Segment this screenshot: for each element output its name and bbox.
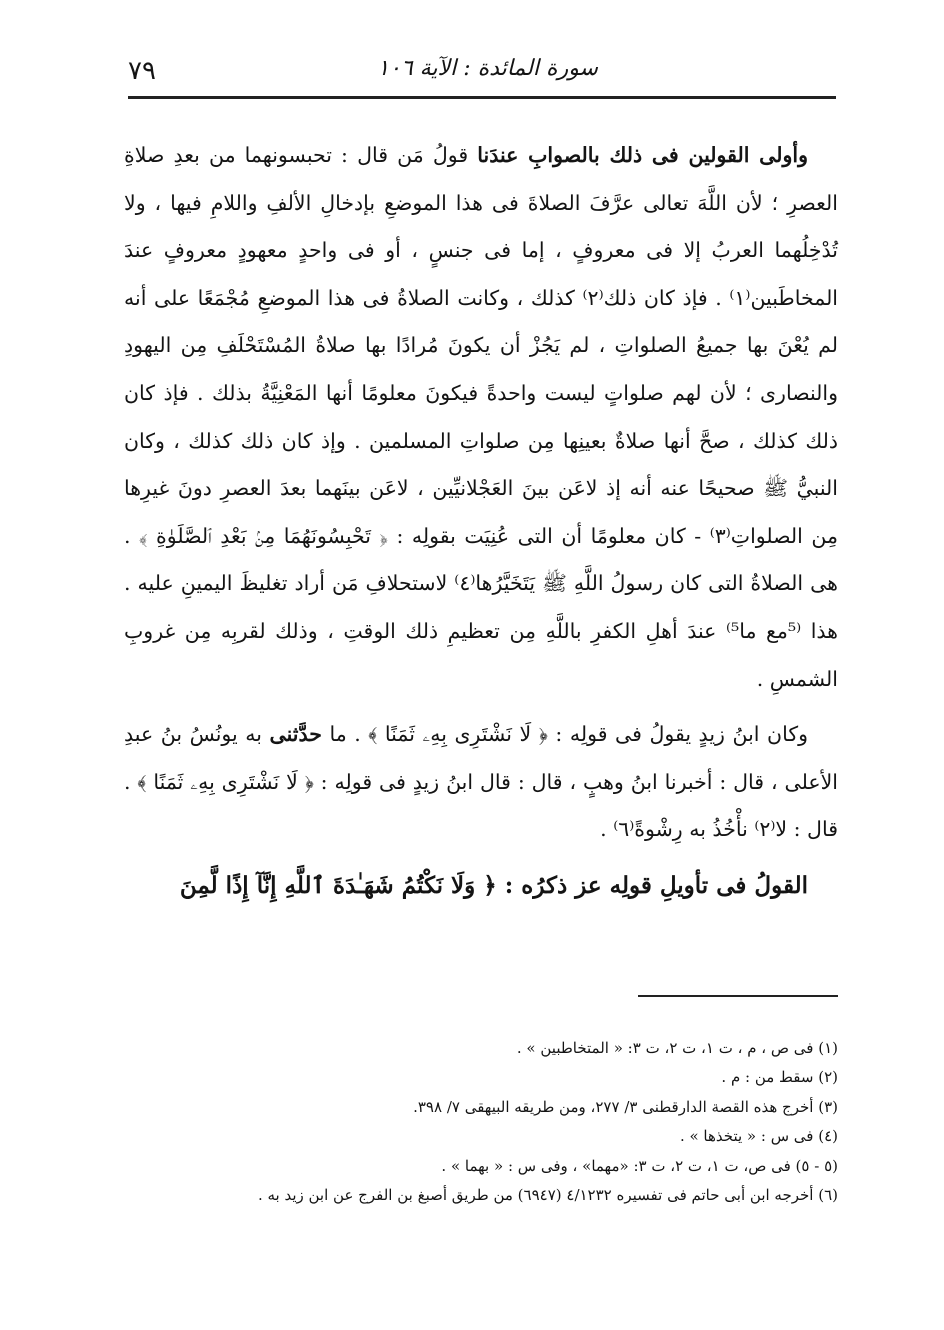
- main-text: [124, 132, 838, 910]
- paragraph-text-after: به يونُسُ بنُ عبدِ الأعلى ، قال : أخبرنا ابنُ وهبٍ ، قال : قال ابنُ زيدٍ فى قولِه : ﴿ لَا نَشْتَرِى بِهِۦ ثَمَنًا ﴾ . قال : لا⁽٢⁾ نأْخُذُ به رِشْوةً⁽٦⁾ .: [124, 722, 838, 842]
- footnote-2: (٢) سقط من : م .: [721, 1068, 838, 1087]
- page-number: ٧٩: [128, 56, 156, 86]
- section-heading: القولُ فى تأويلِ قولِه عز ذكرُه : ﴿ وَلَا نَكْتُمُ شَهَـٰدَةَ ٱللَّهِ إِنَّآ إِذًا لَّمِنَ: [179, 871, 808, 899]
- footnote-divider: [638, 995, 838, 997]
- paragraph-2: [124, 711, 838, 854]
- running-title: سورة المائدة : الآية ١٠٦: [377, 56, 598, 81]
- page-header: [128, 52, 836, 92]
- footnote-6: (٦) أخرجه ابن أبى حاتم فى تفسيره ٤/١٢٣٢ (٦٩٤٧) من طريق أصبغ بن الفرج عن ابن زيد به .: [257, 1186, 838, 1205]
- footnotes: [98, 1034, 838, 1210]
- header-divider: [128, 96, 836, 99]
- paragraph-text: قولُ مَن قال : تحبسونهما من بعدِ صلاةِ العصرِ ؛ لأن اللَّهَ تعالى عرَّفَ الصلاةَ فى هذا الموضعِ بإدخالِ الألفِ واللامِ فيها ، ولا تُدْخِلُهما العربُ إلا فى معروفٍ ، إما فى جنسٍ ، أو فى واحدٍ معهودٍ معروفٍ عندَ المخاطَبين⁽١⁾ . فإذ كان ذلك⁽٢⁾ كذلك ، وكانت الصلاةُ فى هذا الموضعِ مُجْمَعًا على أنه لم يُعْنَ بها جميعُ الصلواتِ ، لم يَجُزْ أن يكونَ مُرادًا بها صلاةُ المُسْتَحْلَفِ مِن اليهودِ والنصارى ؛ لأن لهم صلواتٍ ليست واحدةً فيكونَ معلومًا أنها المَعْنِيَّةُ بذلك . فإذ كان ذلك كذلك ، صحَّ أنها صلاةٌ بعينِها مِن صلواتِ المسلمين . وإذ كان ذلك كذلك ، وكان النبيُّ ﷺ صحيحًا عنه أنه إذ لاعَن بينَ العَجْلانيِّين ، لاعَن بينَهما بعدَ العصرِ دونَ غيرِها مِن الصلواتِ⁽٣⁾ - كان معلومًا أن التى عُنِيَت بقولِه : ﴿ تَحْبِسُونَهُمَا مِنۢ بَعْدِ ٱلصَّلَوٰةِ ﴾ . هى الصلاةُ التى كان رسولُ اللَّهِ ﷺ يَتَخَيَّرُها⁽٤⁾ لاستحلافِ مَن أراد تغليظَ اليمينِ عليه . هذا ⁽⁵مع ما⁵⁾ عندَ أهلِ الكفرِ باللَّهِ مِن تعظيمِ ذلك الوقتِ ، وذلك لقربِه مِن غروبِ الشمسِ .: [124, 143, 839, 691]
- footnote-4: (٤) فى س : « يتخذها » .: [679, 1127, 838, 1146]
- paragraph-text: وكان ابنُ زيدٍ يقولُ فى قولِه : ﴿ لَا نَشْتَرِى بِهِۦ ثَمَنًا ﴾ . ما: [329, 722, 808, 747]
- footnote-3: (٣) أخرج هذه القصة الدارقطنى ٣/ ٢٧٧، ومن طريقه البيهقى ٧/ ٣٩٨.: [413, 1097, 838, 1116]
- paragraph-lead-bold: وأولى القولين فى ذلك بالصوابِ عندَنا: [477, 143, 808, 167]
- footnote-1: (١) فى ص ، م ، ت ١، ت ٢، ت ٣: « المتخاطبين » .: [516, 1039, 838, 1057]
- paragraph-1: [124, 132, 838, 703]
- isnad-bold: حدَّثنى: [269, 722, 322, 747]
- footnote-5: (٥ - ٥) فى ص، ت ١، ت ٢، ت ٣: «مهما» ، وفى س : « بهما » .: [441, 1156, 838, 1175]
